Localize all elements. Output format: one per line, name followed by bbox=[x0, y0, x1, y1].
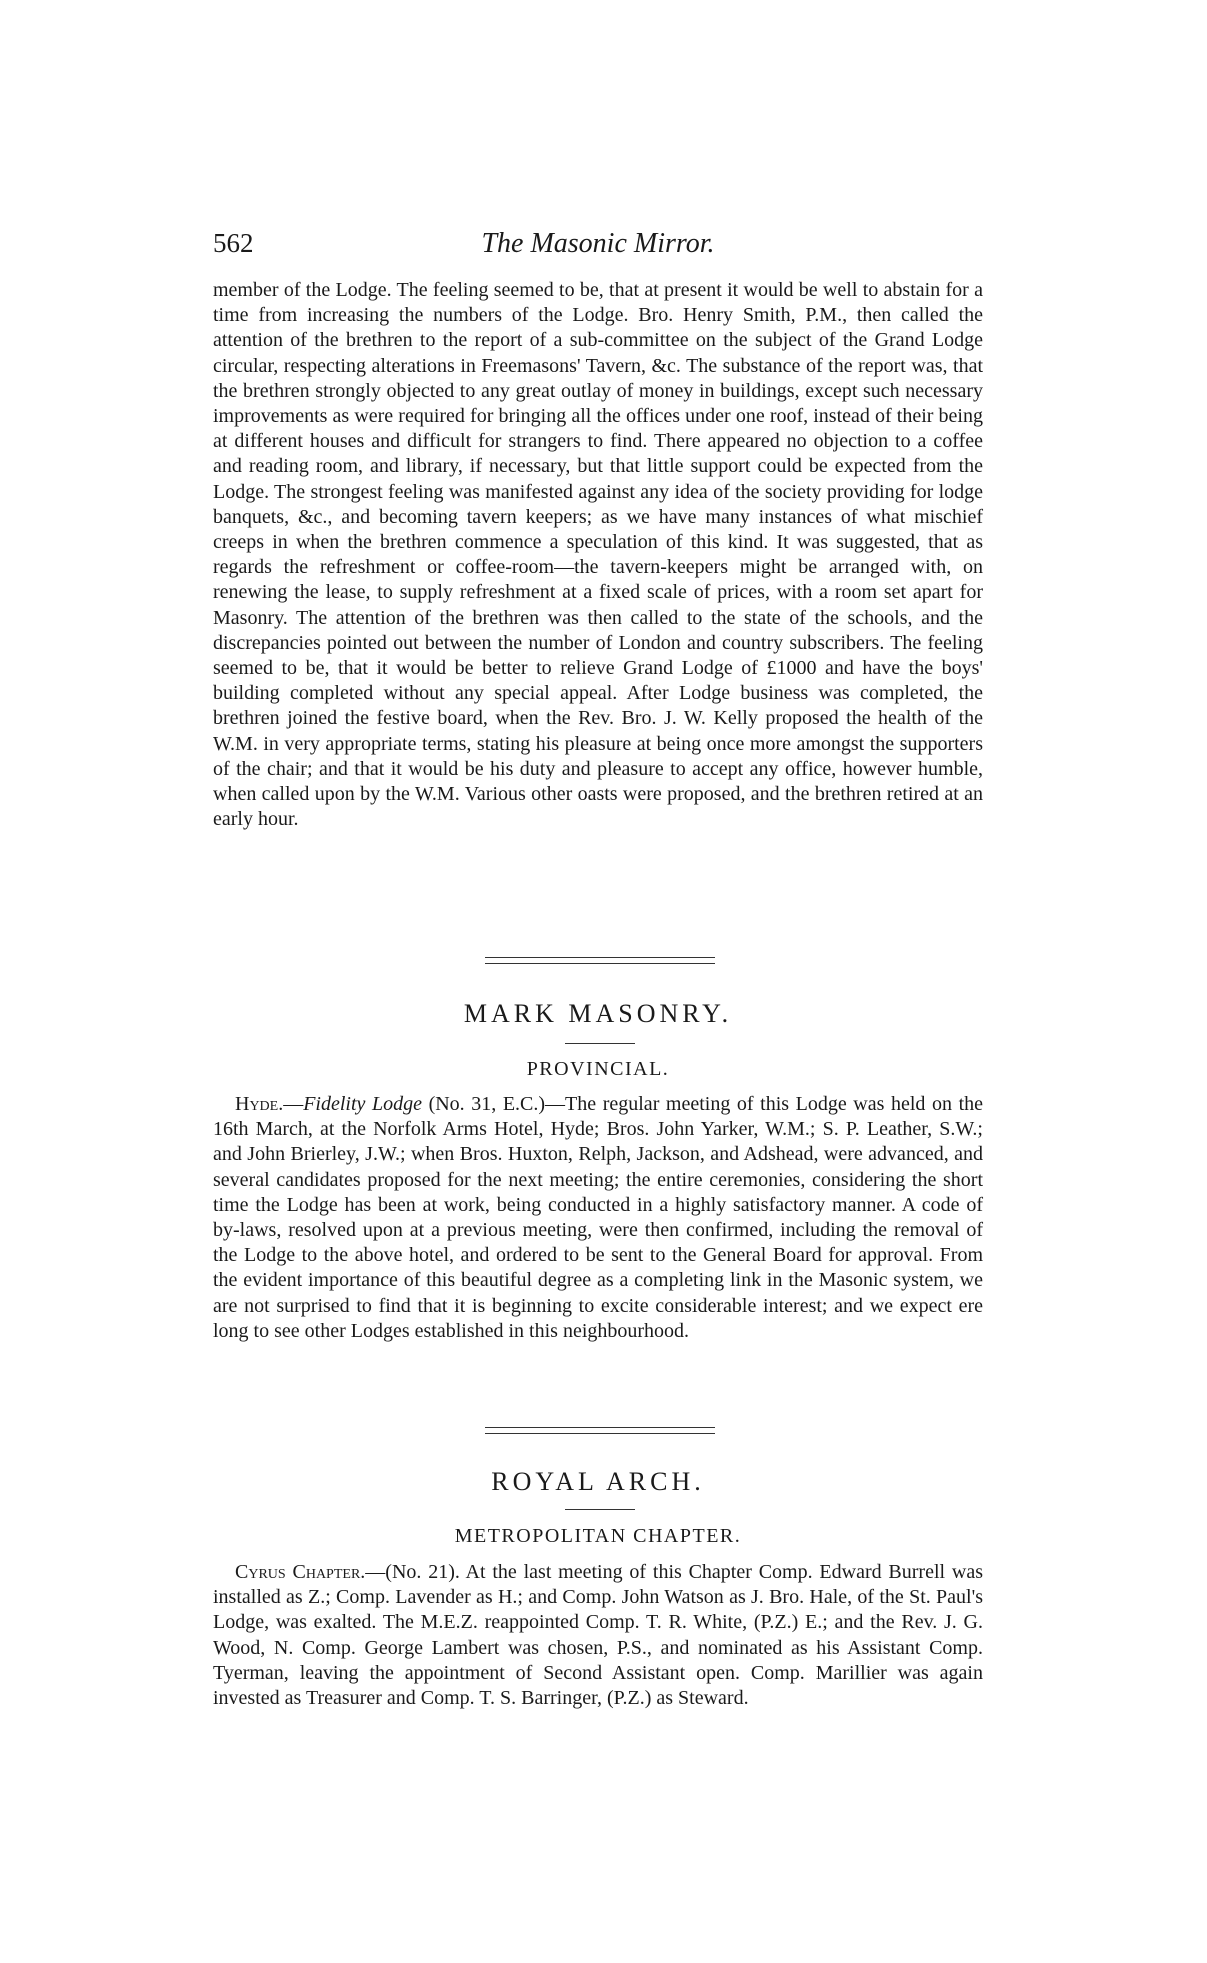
royal-arch-heading: ROYAL ARCH. bbox=[491, 1467, 705, 1496]
section-divider bbox=[485, 1427, 715, 1434]
mark-masonry-heading: MARK MASONRY. bbox=[463, 999, 733, 1028]
section-divider bbox=[485, 957, 715, 964]
continuation-paragraph: member of the Lodge. The feeling seemed to be, that at present it would be well to abstain for a time from increasing the numbers of the Lodge. Bro. Henry Smith, P.M., then called the attention of the brethren to the report of a sub-committee on the subject of the Grand Lodge circular, respecting alterations in Freemasons' Tavern, &c. The substance of the report was, that the brethren strongly objected to any great outlay of money in buildings, except such necessary improvements as were required for bringing all the offices under one roof, instead of their being at different houses and difficult for strangers to find. There appeared no objection to a coffee and reading room, and library, if necessary, but that little support could be expected from the Lodge. The strongest feeling was manifested against any idea of the society providing for lodge banquets, &c., and becoming tavern keepers; as we have many instances of what mischief creeps in when the brethren commence a speculation of this kind. It was suggested, that as regards the refreshment or coffee-room—the tavern-keepers might be arranged with, on renewing the lease, to supply refreshment at a fixed scale of prices, with a room set apart for Masonry. The attention of the brethren was then called to the state of the schools, and the discrepancies pointed out between the number of London and country subscribers. The feeling seemed to be, that it would be better to relieve Grand Lodge of £1000 and have the boys' building completed without any special appeal. After Lodge business was completed, the brethren joined the festive board, when the Rev. Bro. J. W. Kelly proposed the health of the W.M. in very appropriate terms, stating his pleasure at being once more amongst the supporters of the chair; and that it would be his duty and pleasure to accept any office, however humble, when called upon by the W.M. Various other oasts were proposed, and the brethren retired at an early hour. bbox=[213, 279, 983, 831]
heading-underline bbox=[565, 1509, 635, 1510]
page-number: 562 bbox=[213, 228, 254, 258]
mark-masonry-article bbox=[213, 1092, 983, 1344]
page-header bbox=[213, 228, 983, 268]
mark-masonry-text: (No. 31, E.C.)—The regular meeting of this Lodge was held on the 16th March, at the Norfolk Arms Hotel, Hyde; Bros. John Yarker, W.M.; S. P. Leather, S.W.; and John Brierley, J.W.; when Bros. Huxton, Relph, Jackson, and Adshead, were advanced, and several candidates proposed for the next meeting; the entire ceremonies, considering the short time the Lodge has been at work, being conducted in a highly satisfactory manner. A code of by-laws, resolved upon at a previous meeting, were then confirmed, including the removal of the Lodge to the above hotel, and ordered to be sent to the General Board for approval. From the evident importance of this beautiful degree as a completing link in the Masonic system, we are not surprised to find that it is beginning to excite considerable interest; and we expect ere long to see other Lodges established in this neighbourhood. bbox=[213, 1093, 983, 1342]
royal-arch-paragraph bbox=[213, 1560, 983, 1711]
running-title: The Masonic Mirror. bbox=[481, 228, 715, 259]
mark-masonry-paragraph: Hyde.—Fidelity Lodge (No. 31, E.C.)—The regular meeting of this Lodge was held on the 16th March, at the Norfolk Arms Hotel, Hyde; Bros. John Yarker, W.M.; S. P. Leather, S.W.; and John Brierley, J.W.; when Bros. Huxton, Relph, Jackson, and Adshead, were advanced, and several candidates proposed for the next meeting; the entire ceremonies, considering the short time the Lodge has been at work, being conducted in a highly satisfactory manner. A code of by-laws, resolved upon at a previous meeting, were then confirmed, including the removal of the Lodge to the above hotel, and ordered to be sent to the General Board for approval. From the evident importance of this beautiful degree as a completing link in the Masonic system, we are not surprised to find that it is beginning to excite considerable interest; and we expect ere long to see other Lodges established in this neighbourhood. bbox=[213, 1093, 983, 1342]
royal-arch-article bbox=[213, 1560, 983, 1711]
continuation-article bbox=[213, 278, 983, 832]
royal-arch-subheading: METROPOLITAN CHAPTER. bbox=[454, 1525, 742, 1547]
place-lead: Hyde. bbox=[235, 1093, 284, 1115]
mark-masonry-subheading: PROVINCIAL. bbox=[526, 1058, 670, 1080]
lodge-name: Fidelity Lodge bbox=[303, 1093, 422, 1115]
royal-arch-text: —(No. 21). At the last meeting of this Chapter Comp. Edward Burrell was installed as Z.; Comp. Lavender as H.; and Comp. John Watson as J. Bro. Hale, of the St. Paul's Lodge, was exalted. The M.E.Z. reappointed Comp. T. R. White, (P.Z.) E.; and the Rev. J. G. Wood, N. Comp. George Lambert was chosen, P.S., and nominated as his Assistant Comp. Tyerman, leaving the appointment of Second Assistant open. Comp. Marillier was again invested as Treasurer and Comp. T. S. Barringer, (P.Z.) as Steward. bbox=[213, 1561, 983, 1710]
heading-underline bbox=[565, 1043, 635, 1044]
chapter-lead: Cyrus Chapter. bbox=[235, 1561, 366, 1583]
